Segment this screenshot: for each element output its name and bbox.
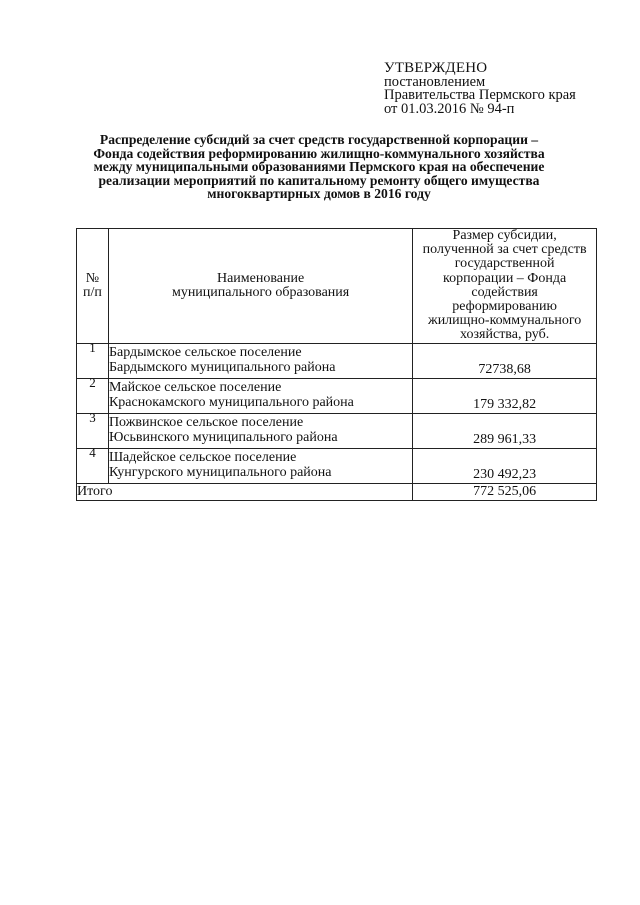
row-number: 3 (77, 413, 109, 448)
title-line: многоквартирных домов в 2016 году (207, 186, 431, 202)
municipality-settlement: Майское сельское поселение (108, 380, 282, 396)
municipality-settlement: Шадейское сельское поселение (108, 450, 297, 466)
header-amount-line: Размер субсидии, (452, 228, 557, 243)
municipality-district: Юсьвинского муниципального района (108, 429, 338, 445)
row-municipality (108, 413, 412, 448)
header-name (108, 229, 412, 344)
header-name-line-1: Наименование (216, 270, 305, 286)
title-line: реализации мероприятий по капитальному ремонту общего имущества (98, 172, 540, 188)
title-line: Распределение субсидий за счет средств государственной корпорации – (99, 132, 539, 147)
row-number: 1 (77, 343, 109, 378)
row-amount: 289 961,33 (413, 413, 597, 448)
municipality-settlement: Бардымское сельское поселение (108, 345, 302, 361)
row-number: 2 (77, 378, 109, 413)
header-number-symbol: № (85, 270, 100, 286)
table-row (77, 413, 597, 448)
header-amount (413, 229, 597, 344)
approval-stamp (384, 62, 576, 116)
municipality-district: Краснокамского муниципального района (108, 394, 354, 410)
approval-line-3: от 01.03.2016 № 94-п (384, 100, 515, 117)
header-amount-line: реформированию (452, 299, 557, 315)
title-line: Фонда содействия реформированию жилищно-коммунального хозяйства (93, 145, 545, 161)
header-amount-line: корпорации – Фонда (443, 270, 567, 286)
row-municipality (108, 448, 412, 483)
title-line: между муниципальными образованиями Пермского края на обеспечение (93, 159, 545, 175)
row-amount: 230 492,23 (413, 448, 597, 483)
header-amount-line: государственной (454, 256, 555, 272)
municipality-district: Бардымского муниципального района (108, 359, 336, 375)
header-amount-line: полученной за счет средств (422, 242, 587, 258)
row-number: 4 (77, 448, 109, 483)
row-amount: 72738,68 (413, 343, 597, 378)
header-amount-line: содействия (471, 284, 538, 300)
header-amount-line: жилищно-коммунального (428, 313, 582, 329)
table-row (77, 448, 597, 483)
row-amount: 179 332,82 (413, 378, 597, 413)
approval-line-1: постановлением (384, 73, 486, 90)
total-label: Итого (77, 483, 413, 500)
header-number (77, 229, 109, 344)
total-amount: 772 525,06 (413, 483, 597, 500)
row-municipality (108, 378, 412, 413)
total-row (77, 483, 597, 500)
header-amount-line: хозяйства, руб. (460, 327, 550, 343)
table-header-row (77, 229, 597, 344)
header-number-abbr: п/п (83, 284, 102, 300)
approval-line-2: Правительства Пермского края (384, 87, 576, 103)
table-row (77, 343, 597, 378)
subsidy-table (76, 228, 597, 501)
approval-heading: УТВЕРЖДЕНО (384, 60, 488, 76)
municipality-settlement: Пожвинское сельское поселение (108, 415, 304, 431)
row-municipality (108, 343, 412, 378)
table-row (77, 378, 597, 413)
header-name-line-2: муниципального образования (171, 284, 350, 300)
municipality-district: Кунгурского муниципального района (108, 464, 332, 480)
document-title (80, 133, 558, 201)
